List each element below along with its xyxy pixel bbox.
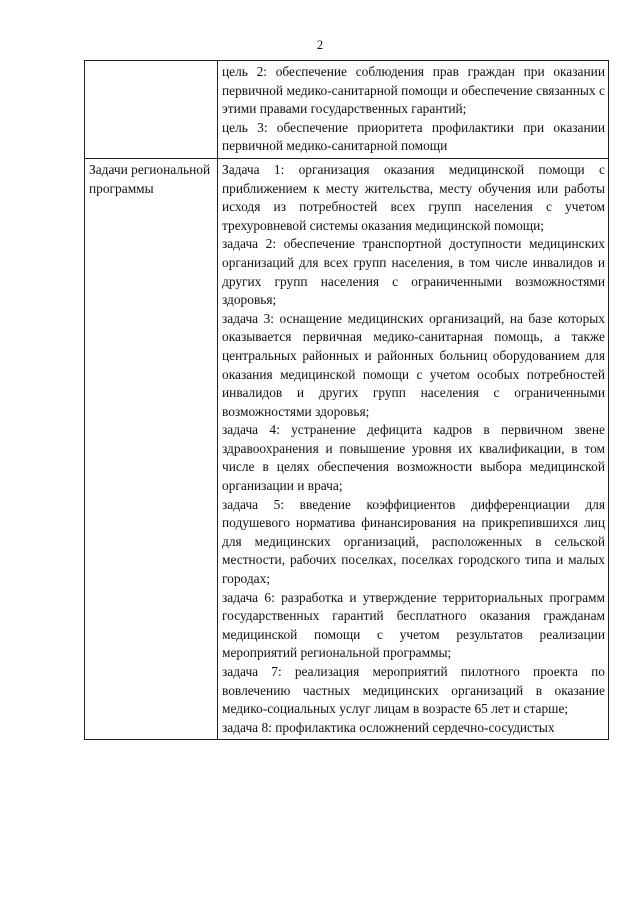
goal-item: цель 2: обеспечение соблюдения прав граждан при оказании первичной медико-санитарной помощи и обеспечение связанных с этими правами государственных гарантий; (222, 64, 605, 117)
task-item: задача 6: разработка и утверждение территориальных программ государственных гарантий бесплатного оказания гражданам медицинской помощи с учетом результатов реализации мероприятий региональной программы; (222, 589, 605, 661)
program-table (84, 60, 609, 740)
task-item: задача 3: оснащение медицинских организаций, на базе которых оказывается первичная медико-санитарная помощь, а также центральных районных и районных больниц оборудованием для оказания медицинской помощи с учетом особых потребностей инвалидов и других групп населения с ограниченными возможностями здоровья; (222, 310, 605, 419)
table-row (85, 61, 609, 159)
task-item: задача 8: профилактика осложнений сердечно-сосудистых (222, 719, 555, 735)
task-item: задача 7: реализация мероприятий пилотного проекта по вовлечению частных медицинских организаций в оказание медико-социальных услуг лицам в возрасте 65 лет и старше; (222, 664, 605, 717)
task-item: задача 2: обеспечение транспортной доступности медицинских организаций для всех групп населения, в том числе инвалидов и других групп населения с ограниченными возможностями здоровья; (222, 236, 605, 308)
row-label: Задачи региональной программы (85, 158, 218, 739)
table-row (85, 158, 609, 739)
row-content (218, 158, 609, 739)
page-number: 2 (316, 38, 324, 52)
row-content (218, 61, 609, 159)
task-item: задача 5: введение коэффициентов дифференциации для подушевого норматива финансирования на прикрепившихся лиц для медицинских организаций, расположенных в сельской местности, рабочих поселках, поселках городского типа и малых городах; (222, 496, 605, 587)
task-item: задача 4: устранение дефицита кадров в первичном звене здравоохранения и повышение уровня их квалификации, в том числе в целях обеспечения возможности выбора медицинской организации и врача; (222, 422, 605, 494)
task-item: Задача 1: организация оказания медицинской помощи с приближением к месту жительства, месту обучения или работы исходя из потребностей всех групп населения с учетом трехуровневой системы оказания медицинской помощи; (222, 161, 605, 233)
goal-item: цель 3: обеспечение приоритета профилактики при оказании первичной медико-санитарной помощи (222, 119, 605, 154)
row-label (85, 61, 218, 159)
